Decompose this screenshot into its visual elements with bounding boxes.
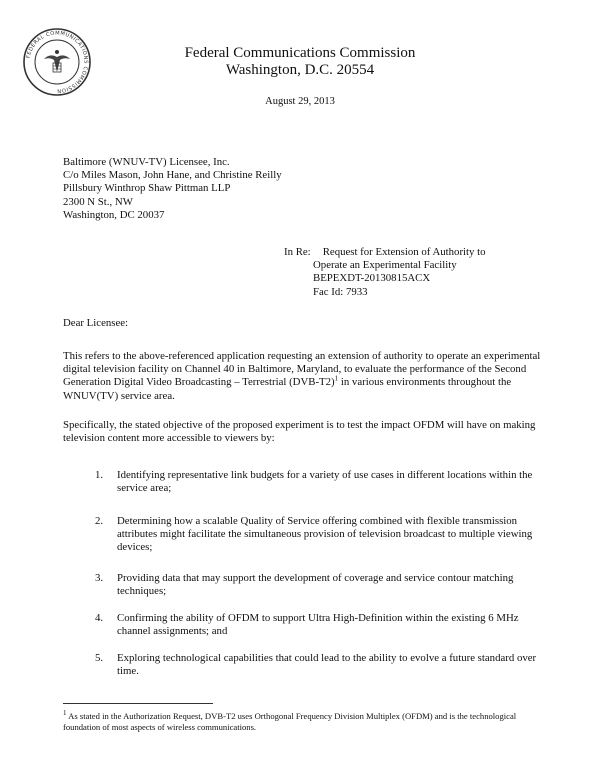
list-number: 3. — [95, 572, 104, 584]
footnote-ref: 1 — [334, 374, 339, 383]
paragraph-1-text-end: in various environments throughout the WNUV(TV) service area. — [63, 376, 512, 402]
letter-date: August 29, 2013 — [265, 96, 335, 107]
seal-text: FEDERAL COMMUNICATIONS COMMISSION — [25, 30, 89, 94]
footnote-mark: 1 — [63, 709, 67, 718]
address-line: Washington, DC 20037 — [63, 208, 165, 221]
paragraph-1-text: This refers to the above-referenced application requesting an extension of authority to operate an experimental digital television facility on Channel 40 in Baltimore, Maryland, to evaluate the performance of the Second Generation Digital Video Broadcasting – Terrestrial (DVB-T2) — [63, 350, 541, 389]
in-re-block — [284, 246, 486, 299]
list-text: Identifying representative link budgets for a variety of use cases in different locations within the service area; — [117, 469, 533, 495]
list-number: 1. — [95, 469, 104, 481]
address-line: 2300 N St., NW — [63, 195, 133, 208]
list-text: Exploring technological capabilities that could lead to the ability to evolve a future standard over time. — [117, 652, 537, 678]
in-re-line: Request for Extension of Authority to — [322, 246, 486, 258]
footnote — [63, 711, 553, 733]
list-number: 5. — [95, 652, 104, 664]
salutation: Dear Licensee: — [63, 317, 129, 329]
address-line: Pillsbury Winthrop Shaw Pittman LLP — [63, 182, 231, 195]
paragraph-2: Specifically, the stated objective of the proposed experiment is to test the impact OFDM will have on making television content more accessible to viewers by: — [63, 419, 536, 445]
list-number: 2. — [95, 515, 104, 527]
in-re-line: BEPEXDT-20130815ACX — [313, 272, 431, 285]
address-line: C/o Miles Mason, John Hane, and Christine Reilly — [63, 169, 282, 182]
list-text: Providing data that may support the development of coverage and service contour matching techniques; — [117, 572, 514, 598]
agency-name: Federal Communications Commission — [184, 45, 416, 61]
list-text: Confirming the ability of OFDM to support Ultra High-Definition within the existing 6 MHz channel assignments; and — [117, 612, 519, 638]
in-re-line: Operate an Experimental Facility — [313, 259, 457, 272]
in-re-label: In Re: — [284, 246, 311, 258]
list-number: 4. — [95, 612, 104, 624]
recipient-address — [63, 156, 282, 222]
list-text: Determining how a scalable Quality of Service offering combined with flexible transmission attributes might facilitate the simultaneous provision of television broadcast to multiple viewing devices; — [117, 515, 533, 554]
address-line: Baltimore (WNUV-TV) Licensee, Inc. — [63, 156, 230, 168]
footnote-text: As stated in the Authorization Request, DVB-T2 uses Orthogonal Frequency Division Multiplex (OFDM) and is the technological foundation of most aspects of wireless communications. — [63, 711, 517, 732]
paragraph-1 — [63, 350, 551, 403]
footnote-divider — [63, 703, 213, 704]
in-re-line: Fac Id: 7933 — [313, 285, 368, 298]
agency-location: Washington, D.C. 20554 — [225, 62, 375, 78]
